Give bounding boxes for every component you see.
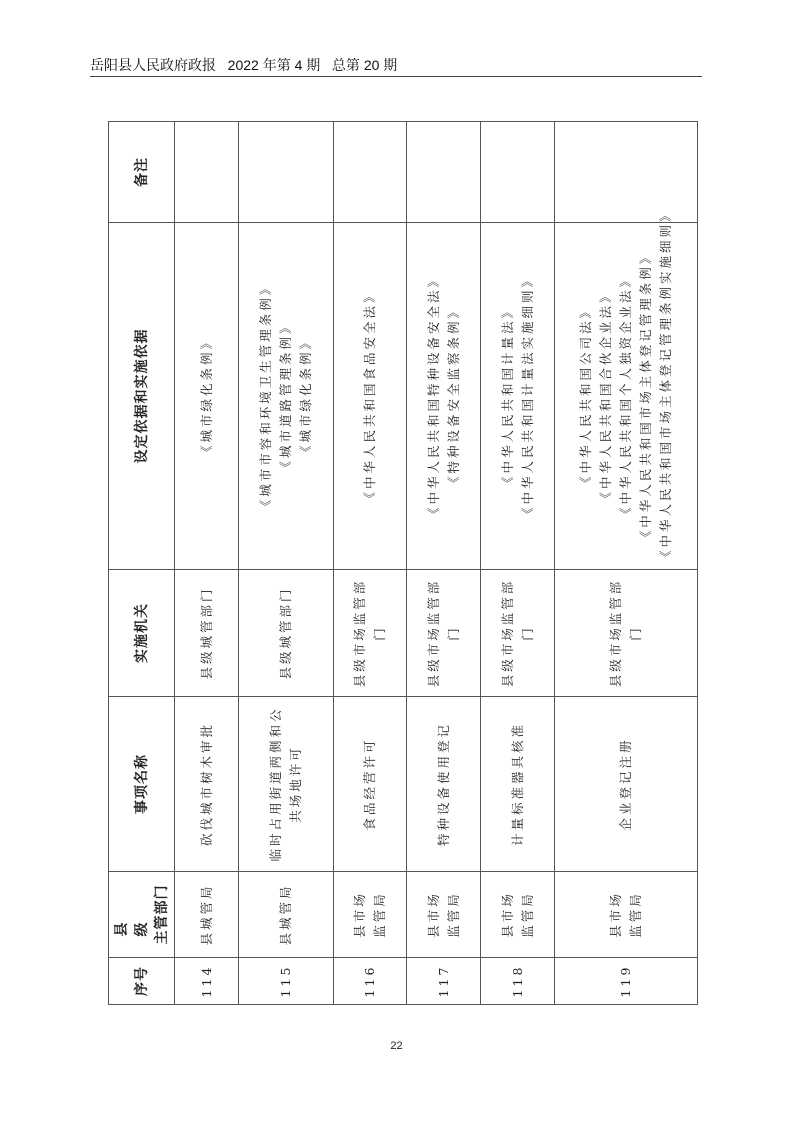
cell-remark bbox=[407, 122, 481, 223]
cell-basis bbox=[239, 223, 334, 570]
cell-dept: 县城管局 bbox=[175, 872, 239, 958]
table-header-row bbox=[109, 122, 175, 1005]
cell-dept: 县市场监管局 bbox=[555, 872, 698, 958]
basis-law: 《中华人民共和国市场主体登记管理条例实施细则》 bbox=[658, 206, 673, 563]
header-no: 序号 bbox=[109, 958, 175, 1005]
cell-item: 食品经营许可 bbox=[334, 697, 407, 872]
header-item: 事项名称 bbox=[109, 697, 175, 872]
table-row bbox=[407, 122, 481, 1005]
cell-agency: 县级市场监管部门 bbox=[481, 570, 555, 697]
administrative-items-table bbox=[108, 121, 698, 1005]
cell-basis bbox=[334, 223, 407, 570]
basis-law: 《中华人民共和国特种设备安全法》 bbox=[425, 272, 441, 521]
cell-no: 114 bbox=[175, 958, 239, 1005]
cell-remark bbox=[239, 122, 334, 223]
cell-no: 116 bbox=[334, 958, 407, 1005]
cell-remark bbox=[175, 122, 239, 223]
table-row bbox=[481, 122, 555, 1005]
basis-law: 《中华人民共和国个人独资企业法》 bbox=[618, 272, 633, 521]
cell-agency: 县级城管部门 bbox=[239, 570, 334, 697]
header-remark: 备注 bbox=[109, 122, 175, 223]
cell-no: 119 bbox=[555, 958, 698, 1005]
cell-agency: 县级市场监管部门 bbox=[407, 570, 481, 697]
page-number: 22 bbox=[390, 1040, 403, 1052]
cell-remark bbox=[555, 122, 698, 223]
basis-law: 《特种设备安全监察条例》 bbox=[445, 303, 461, 490]
rotated-table-container bbox=[108, 122, 697, 1005]
cell-no: 115 bbox=[239, 958, 334, 1005]
cell-basis bbox=[481, 223, 555, 570]
cell-dept: 县市场监管局 bbox=[407, 872, 481, 958]
cell-basis bbox=[407, 223, 481, 570]
header-agency: 实施机关 bbox=[109, 570, 175, 697]
cell-dept: 县城管局 bbox=[239, 872, 334, 958]
cell-remark bbox=[334, 122, 407, 223]
table-row bbox=[175, 122, 239, 1005]
basis-law: 《中华人民共和国市场主体登记管理条例》 bbox=[638, 248, 653, 544]
cell-dept: 县市场监管局 bbox=[334, 872, 407, 958]
cell-item: 临时占用街道两侧和公共场地许可 bbox=[239, 697, 334, 872]
cell-item: 企业登记注册 bbox=[555, 697, 698, 872]
cell-item: 特种设备使用登记 bbox=[407, 697, 481, 872]
cell-agency: 县级城管部门 bbox=[175, 570, 239, 697]
cell-dept: 县市场监管局 bbox=[481, 872, 555, 958]
basis-law: 《中华人民共和国计量法》 bbox=[499, 303, 515, 490]
running-header: 岳阳县人民政府政报 2022 年第 4 期 总第 20 期 bbox=[90, 55, 702, 77]
header-dept: 县 级 主管部门 bbox=[109, 872, 175, 958]
cell-basis bbox=[555, 206, 698, 570]
basis-law: 《中华人民共和国公司法》 bbox=[578, 303, 593, 490]
cell-agency: 县级市场监管部门 bbox=[334, 570, 407, 697]
basis-law: 《中华人民共和国食品安全法》 bbox=[362, 287, 377, 505]
header-basis: 设定依据和实施依据 bbox=[109, 223, 175, 570]
basis-law: 《城市道路管理条例》 bbox=[278, 318, 293, 474]
table-row bbox=[555, 122, 698, 1005]
basis-law: 《中华人民共和国合伙企业法》 bbox=[598, 287, 613, 505]
basis-law: 《城市市容和环境卫生管理条例》 bbox=[258, 279, 273, 513]
cell-no: 118 bbox=[481, 958, 555, 1005]
basis-law: 《城市绿化条例》 bbox=[198, 334, 214, 459]
table-row bbox=[239, 122, 334, 1005]
basis-law: 《中华人民共和国计量法实施细则》 bbox=[519, 272, 535, 521]
cell-agency: 县级市场监管部门 bbox=[555, 570, 698, 697]
cell-remark bbox=[481, 122, 555, 223]
cell-basis bbox=[175, 223, 239, 570]
cell-item: 砍伐城市树木审批 bbox=[175, 697, 239, 872]
cell-item: 计量标准器具核准 bbox=[481, 697, 555, 872]
basis-law: 《城市绿化条例》 bbox=[298, 334, 313, 459]
cell-no: 117 bbox=[407, 958, 481, 1005]
table-row bbox=[334, 122, 407, 1005]
